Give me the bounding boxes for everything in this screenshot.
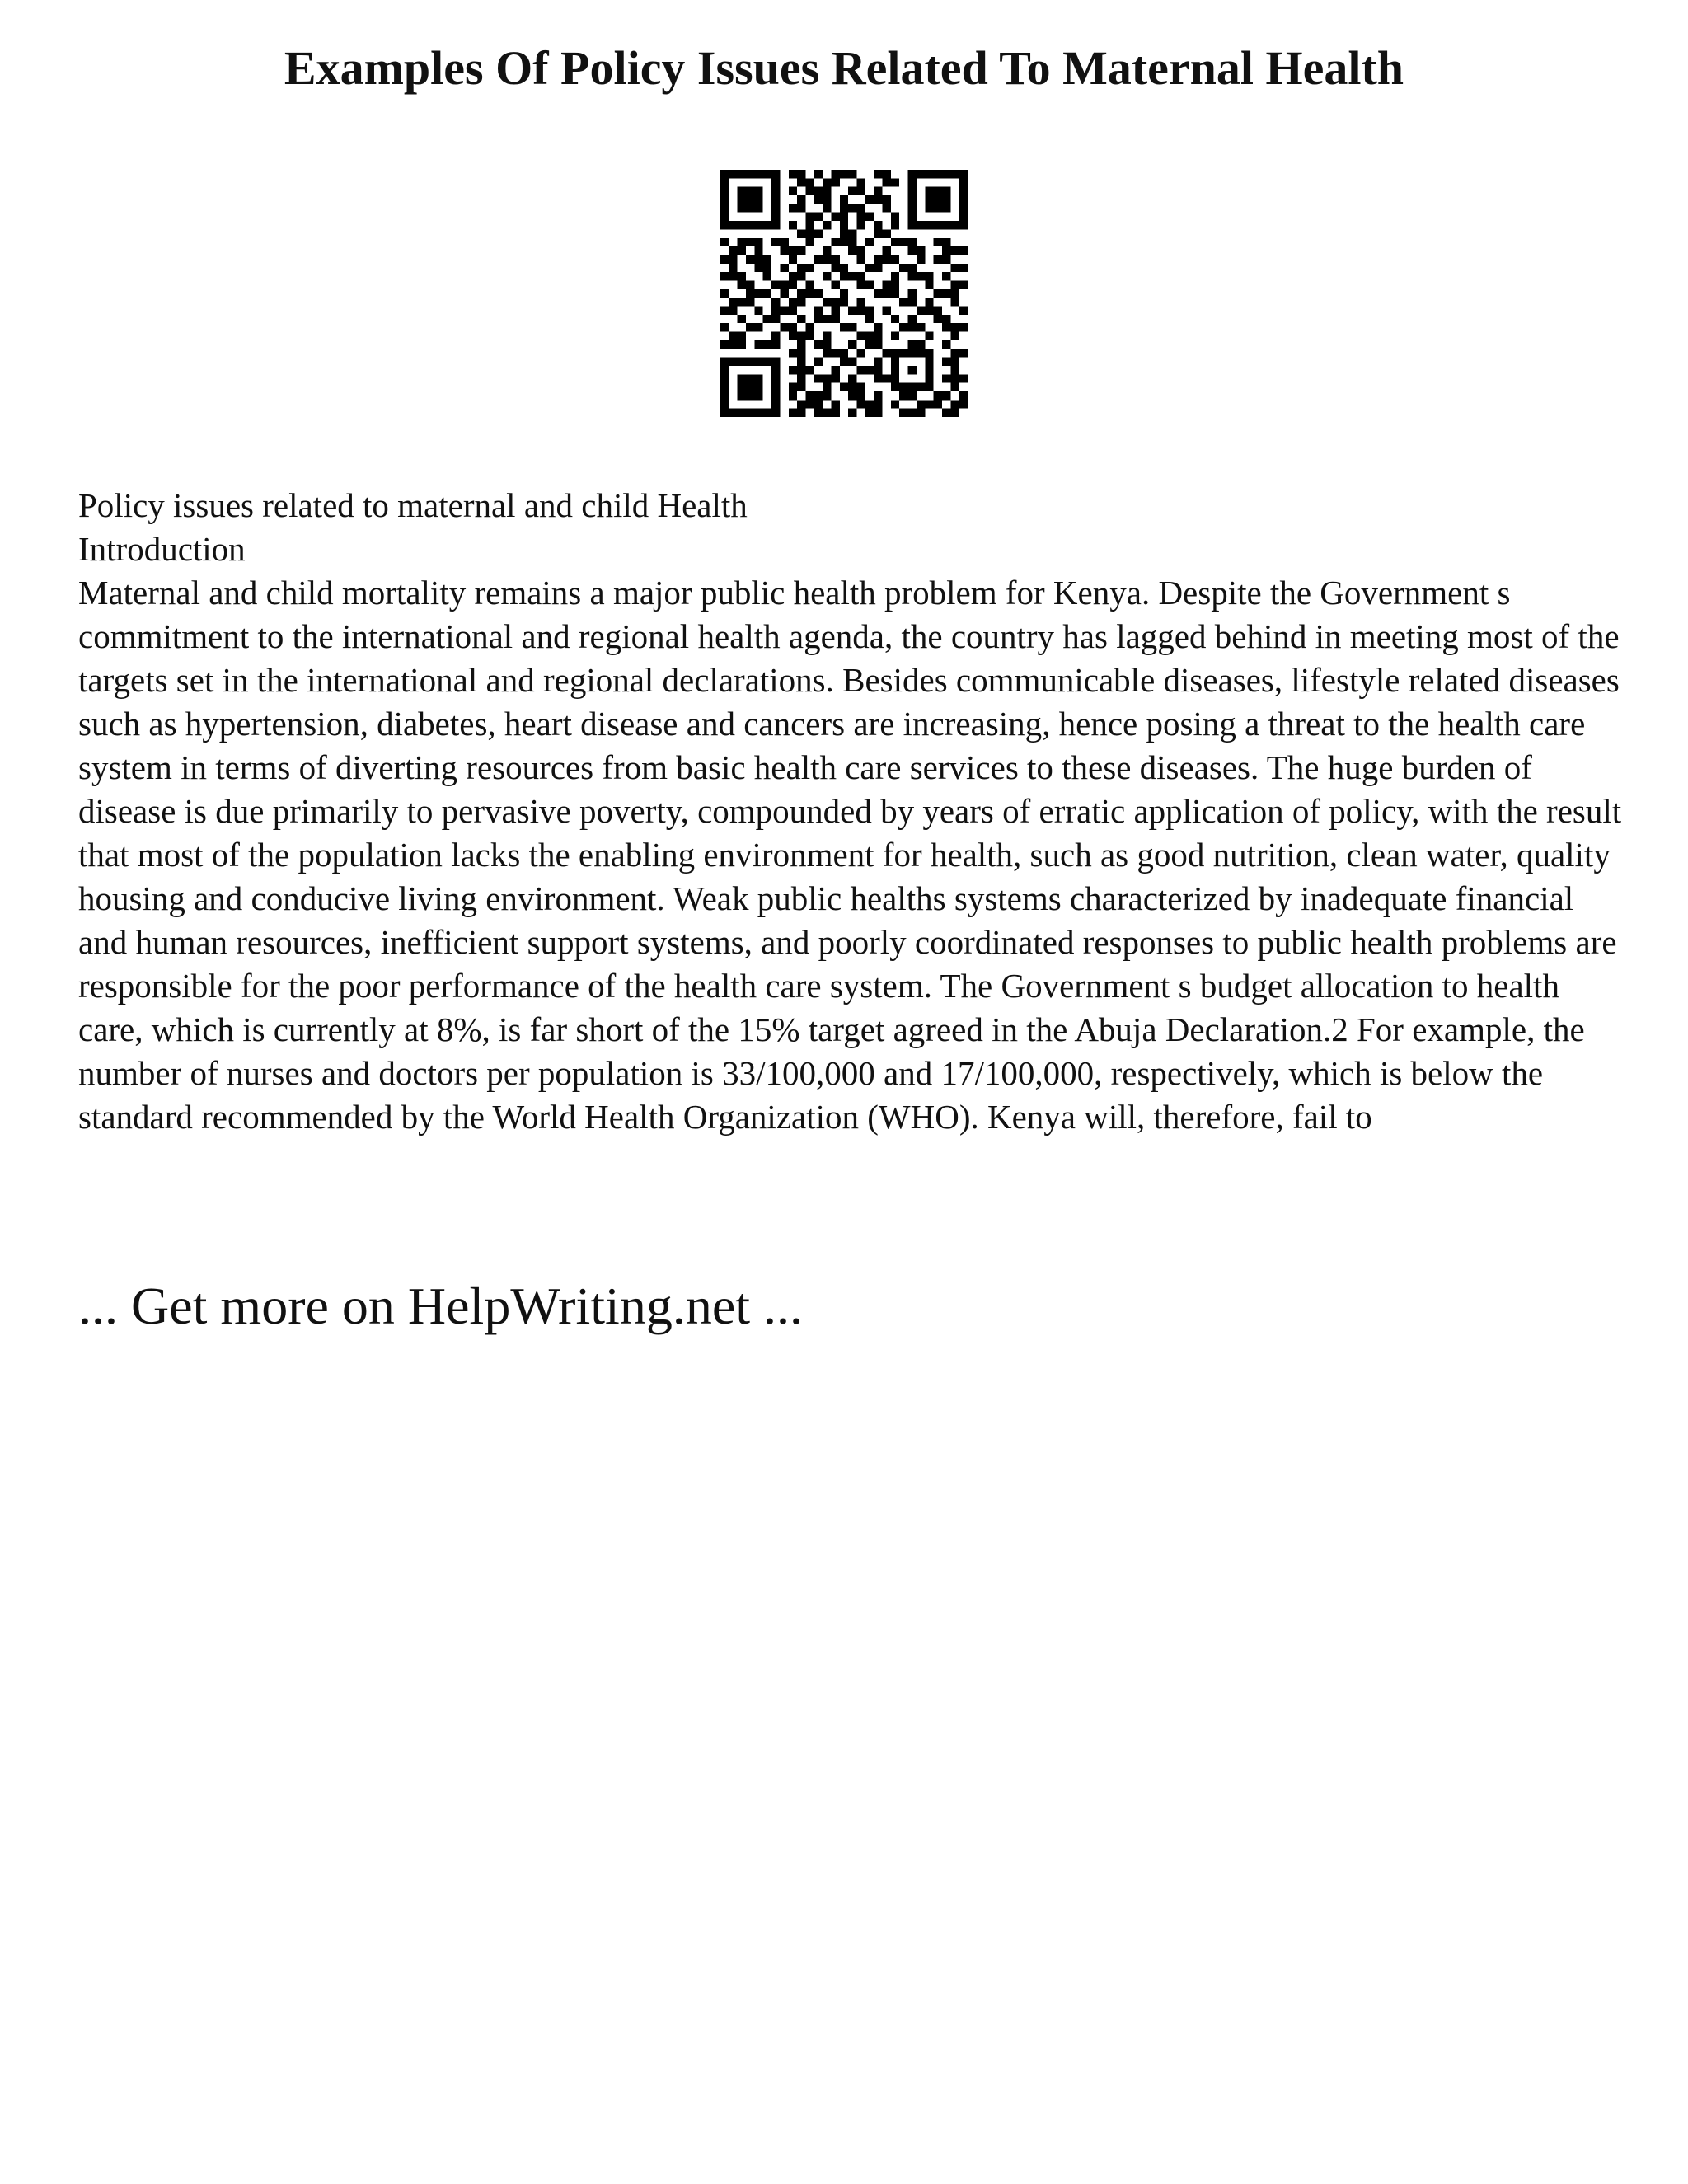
document-body xyxy=(78,484,1624,1139)
get-more-link[interactable]: ... Get more on HelpWriting.net ... xyxy=(78,1277,803,1335)
qr-code-icon xyxy=(720,170,968,417)
document-title: Examples Of Policy Issues Related To Maternal Health xyxy=(284,41,1404,95)
body-paragraph: Maternal and child mortality remains a major public health problem for Kenya. Despite the Government s commitment to the international and regional health agenda, the country has lagged behind in meeting most of the targets set in the international and regional declarations. Besides communicable diseases, lifestyle related diseases such as hypertension, diabetes, heart disease and cancers are increasing, hence posing a threat to the health care system in terms of diverting resources from basic health care services to these diseases. The huge burden of disease is due primarily to pervasive poverty, compounded by years of erratic application of policy, with the result that most of the population lacks the enabling environment for health, such as good nutrition, clean water, quality housing and conducive living environment. Weak public healths systems characterized by inadequate financial and human resources, inefficient support systems, and poorly coordinated responses to public health problems are responsible for the poor performance of the health care system. The Government s budget allocation to health care, which is currently at 8%, is far short of the 15% target agreed in the Abuja Declaration.2 For example, the number of nurses and doctors per population is 33/100,000 and 17/100,000, respectively, which is below the standard recommended by the World Health Organization (WHO). Kenya will, therefore, fail to xyxy=(78,574,1622,1136)
document-subtitle: Policy issues related to maternal and child Health xyxy=(78,486,748,524)
section-heading: Introduction xyxy=(78,530,246,568)
